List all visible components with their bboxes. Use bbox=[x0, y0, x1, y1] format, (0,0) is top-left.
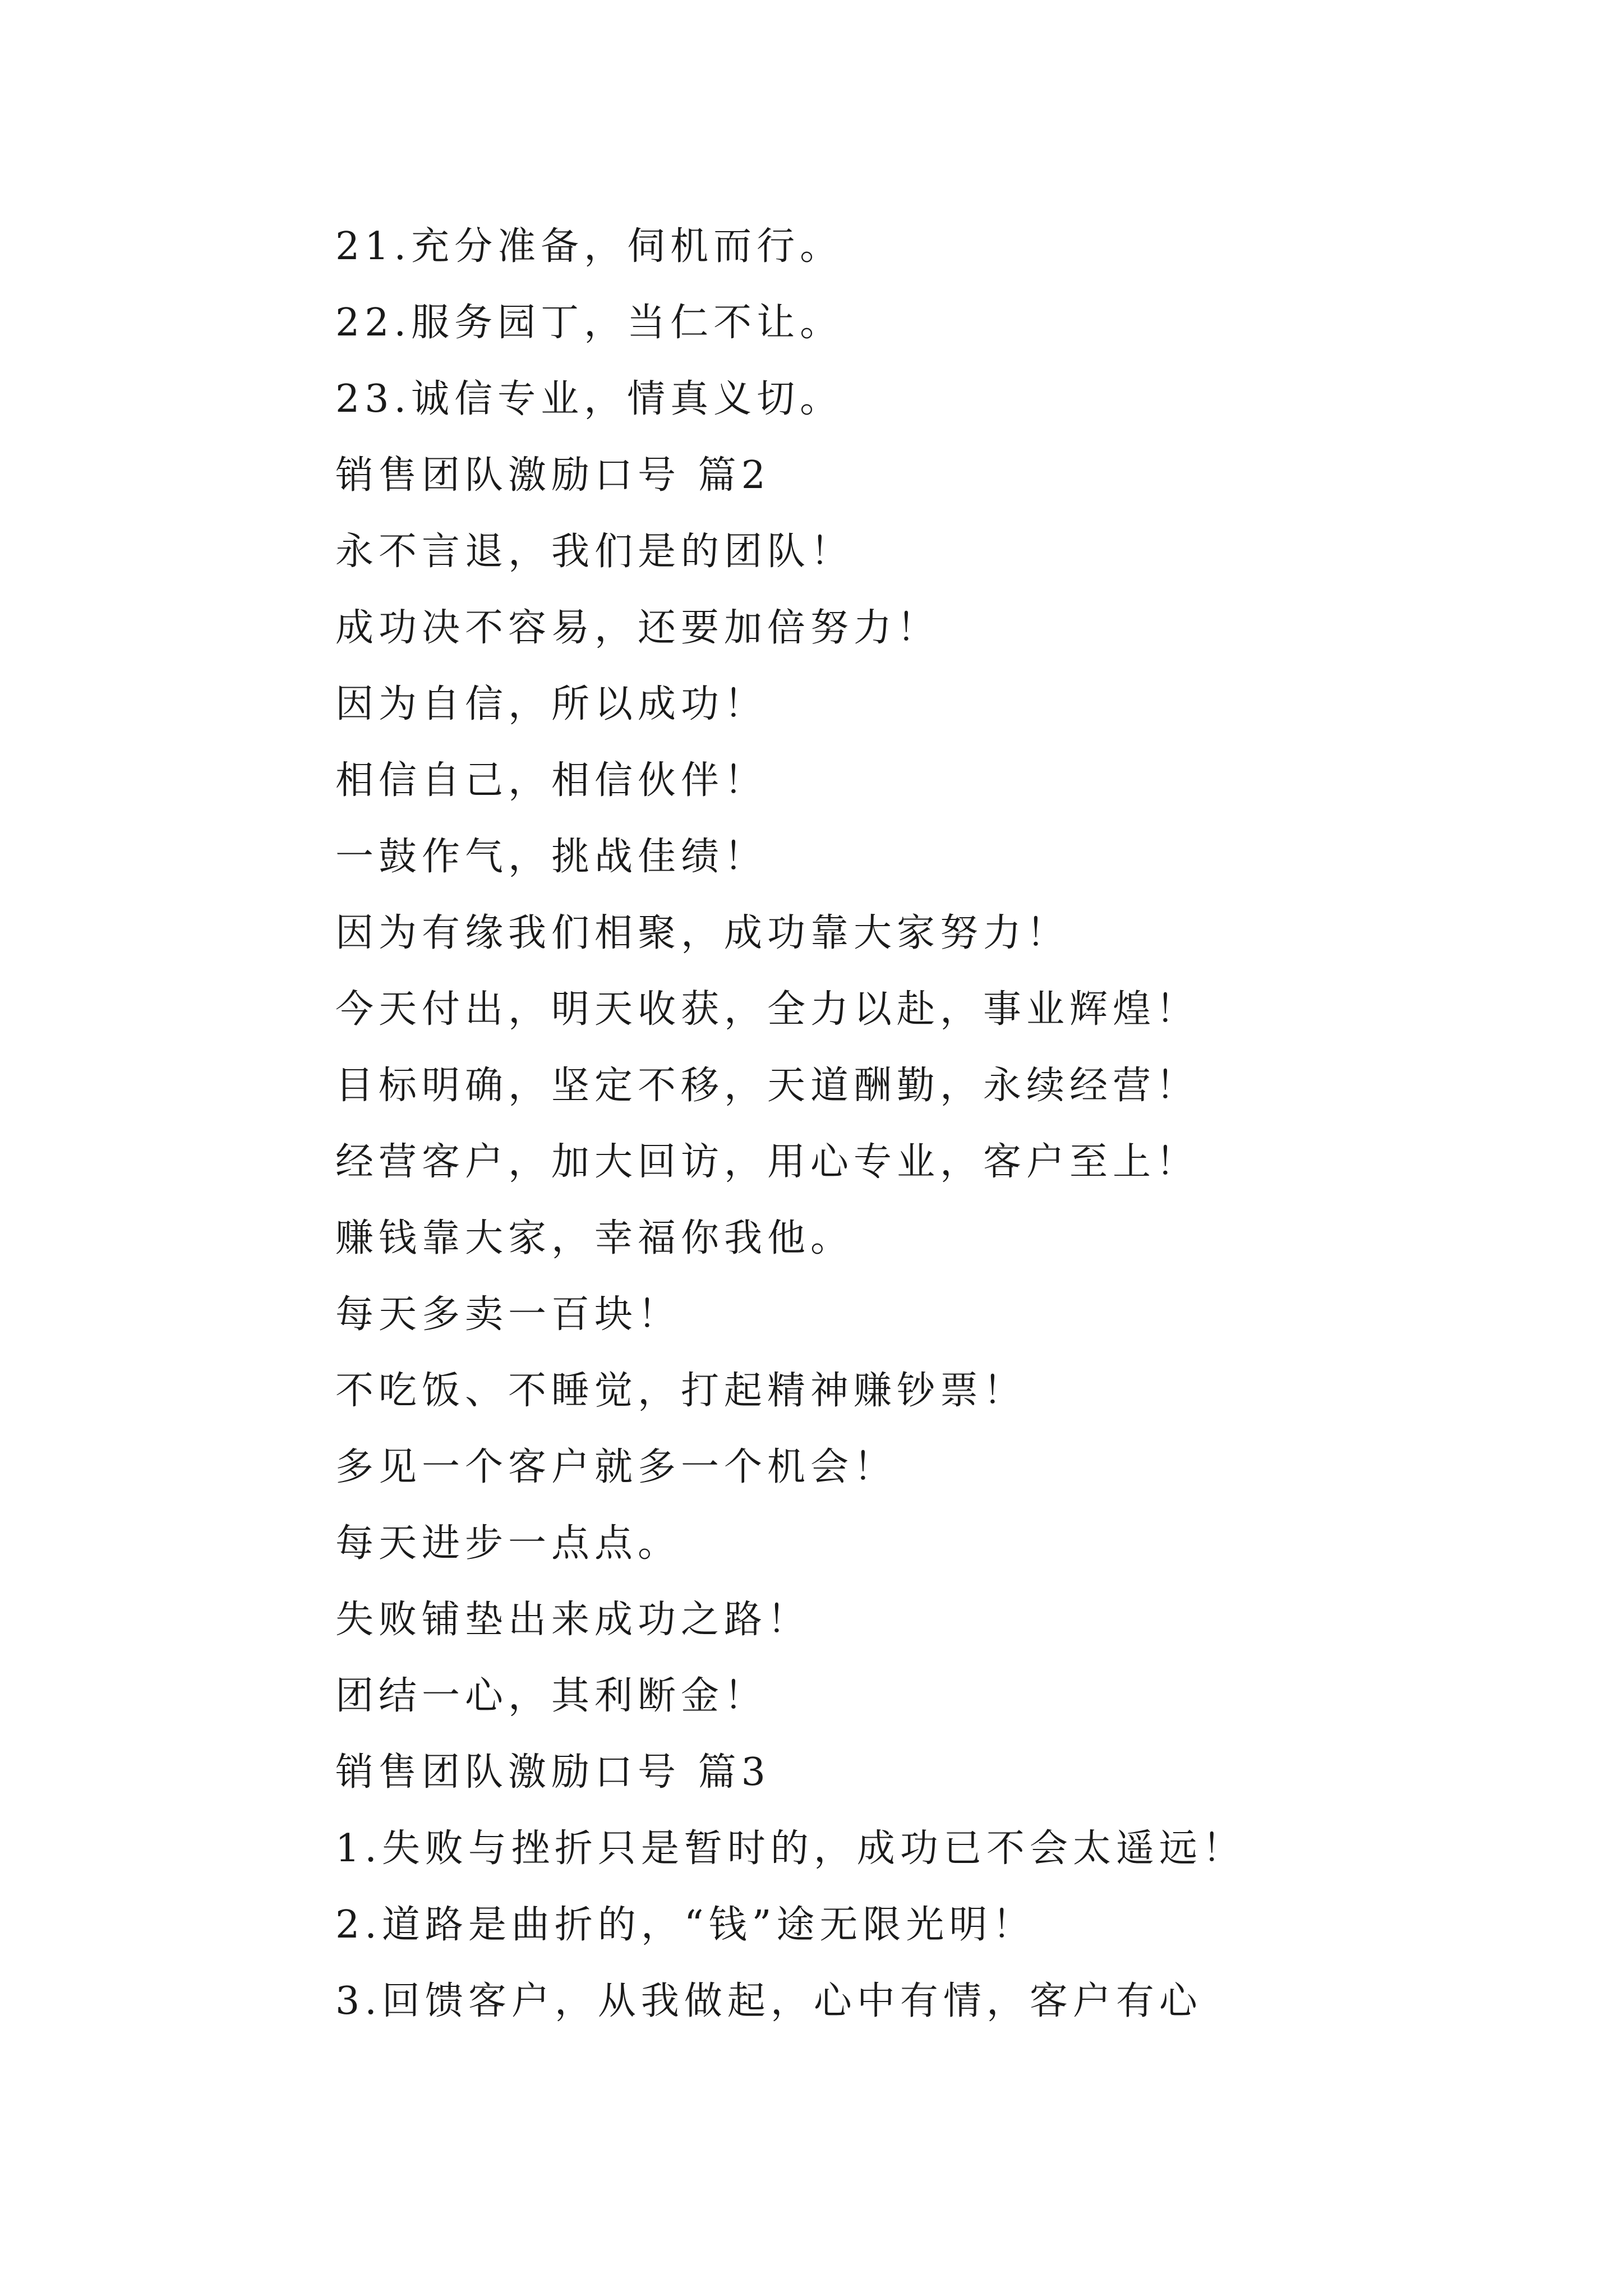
text-line: 多见一个客户就多一个机会！ bbox=[335, 1445, 897, 1489]
text-line: 因为自信，所以成功！ bbox=[335, 682, 768, 726]
text-line: 赚钱靠大家，幸福你我他。 bbox=[335, 1216, 854, 1260]
section-heading: 销售团队激励口号 篇2 bbox=[335, 453, 771, 498]
text-line: 每天进步一点点。 bbox=[335, 1521, 681, 1566]
text-line: 2.道路是曲折的，“钱”途无限光明！ bbox=[335, 1903, 1036, 1947]
text-line: 今天付出，明天收获，全力以赴，事业辉煌！ bbox=[335, 987, 1200, 1032]
text-line: 因为有缘我们相聚，成功靠大家努力！ bbox=[335, 911, 1070, 955]
text-line: 永不言退，我们是的团队！ bbox=[335, 530, 854, 574]
text-line: 成功决不容易，还要加倍努力！ bbox=[335, 606, 940, 650]
document-body bbox=[335, 209, 1513, 2040]
section-heading: 销售团队激励口号 篇3 bbox=[335, 1750, 771, 1795]
text-line: 目标明确，坚定不移，天道酬勤，永续经营！ bbox=[335, 1064, 1200, 1108]
text-line: 23.诚信专业，情真义切。 bbox=[335, 377, 843, 421]
text-line: 经营客户，加大回访，用心专业，客户至上！ bbox=[335, 1140, 1200, 1184]
text-line: 21.充分准备，伺机而行。 bbox=[335, 224, 843, 269]
text-line: 不吃饭、不睡觉，打起精神赚钞票！ bbox=[335, 1369, 1027, 1413]
text-line: 每天多卖一百块！ bbox=[335, 1292, 681, 1337]
text-line: 3.回馈客户，从我做起，心中有情，客户有心 bbox=[335, 1979, 1202, 2023]
text-line: 失败铺垫出来成功之路！ bbox=[335, 1598, 811, 1642]
text-line: 团结一心，其利断金！ bbox=[335, 1674, 768, 1718]
text-line: 一鼓作气，挑战佳绩！ bbox=[335, 835, 768, 879]
text-line: 1.失败与挫折只是暂时的，成功已不会太遥远！ bbox=[335, 1826, 1246, 1871]
text-line: 22.服务园丁，当仁不让。 bbox=[335, 301, 843, 345]
text-line: 相信自己，相信伙伴！ bbox=[335, 758, 768, 803]
